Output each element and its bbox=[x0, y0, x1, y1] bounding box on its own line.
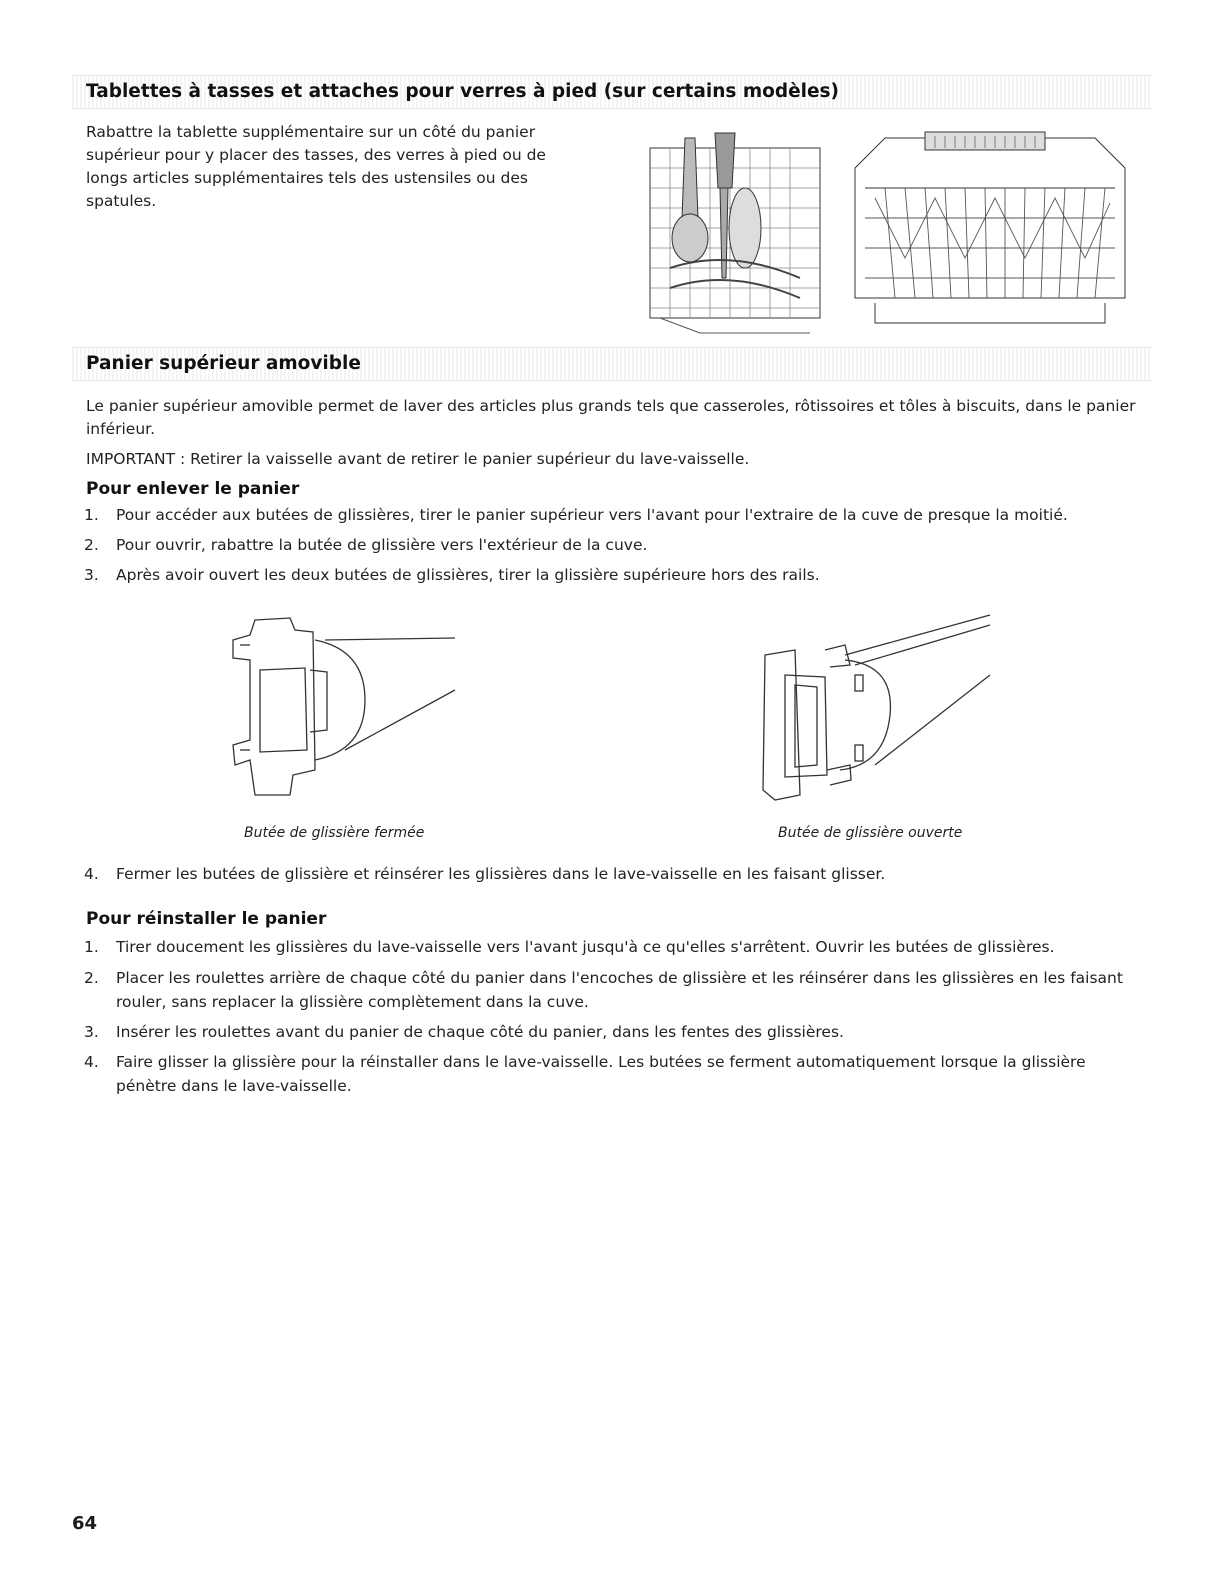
list-item bbox=[84, 966, 1144, 1014]
step-number: 1. bbox=[84, 506, 99, 524]
page-number: 64 bbox=[72, 1513, 98, 1534]
cup-shelf-illustration bbox=[640, 128, 825, 340]
list-item bbox=[84, 1050, 1144, 1098]
list-item bbox=[84, 533, 1144, 557]
list-item bbox=[84, 503, 1144, 527]
list-item bbox=[84, 563, 1144, 587]
step-text: Insérer les roulettes avant du panier de chaque côté du panier, dans les fentes des glissières. bbox=[116, 1023, 844, 1041]
step-text: Pour ouvrir, rabattre la butée de glissière vers l'extérieur de la cuve. bbox=[116, 536, 648, 554]
step-text: Pour accéder aux butées de glissières, tirer le panier supérieur vers l'avant pour l'extraire de la cuve de presque la moitié. bbox=[116, 506, 1068, 524]
upper-rack-illustration bbox=[845, 128, 1135, 328]
removable-rack-intro: Le panier supérieur amovible permet de laver des articles plus grands tels que casseroles, rôtissoires et tôles à biscuits, dans le panier inférieur. bbox=[86, 397, 1136, 438]
rail-stop-open-illustration bbox=[755, 605, 995, 810]
step-number: 3. bbox=[84, 566, 99, 584]
step-number: 2. bbox=[84, 969, 99, 987]
step-text: Tirer doucement les glissières du lave-vaisselle vers l'avant jusqu'à ce qu'elles s'arrêtent. Ouvrir les butées de glissières. bbox=[116, 938, 1055, 956]
remove-rack-heading: Pour enlever le panier bbox=[86, 479, 300, 499]
step-text: Placer les roulettes arrière de chaque côté du panier dans l'encoches de glissière et les réinsérer dans les glissières en les faisant rouler, sans replacer la glissière complètement dans la cuve. bbox=[116, 969, 1123, 1011]
step-number: 4. bbox=[84, 865, 99, 883]
step-text: Après avoir ouvert les deux butées de glissières, tirer la glissière supérieure hors des rails. bbox=[116, 566, 820, 584]
step-number: 4. bbox=[84, 1053, 99, 1071]
list-item bbox=[84, 862, 1144, 886]
list-item bbox=[84, 935, 1144, 959]
step-text: Fermer les butées de glissière et réinsérer les glissières dans le lave-vaisselle en les faisant glisser. bbox=[116, 865, 886, 883]
reinstall-rack-heading: Pour réinstaller le panier bbox=[86, 909, 327, 929]
caption-open: Butée de glissière ouverte bbox=[778, 825, 963, 841]
list-item bbox=[84, 1020, 1144, 1044]
cup-shelf-description: Rabattre la tablette supplémentaire sur un côté du panier supérieur pour y placer des tasses, des verres à pied ou de longs articles supplémentaires tels des ustensiles ou des spatules. bbox=[86, 123, 546, 210]
section-title-removable-rack: Panier supérieur amovible bbox=[86, 353, 361, 374]
step-number: 2. bbox=[84, 536, 99, 554]
step-text: Faire glisser la glissière pour la réinstaller dans le lave-vaisselle. Les butées se ferment automatiquement lorsque la glissière pénètre dans le lave-vaisselle. bbox=[116, 1053, 1086, 1095]
rail-stop-closed-illustration bbox=[215, 610, 465, 805]
section-title-cup-shelves: Tablettes à tasses et attaches pour verres à pied (sur certains modèles) bbox=[86, 81, 839, 102]
step-number: 3. bbox=[84, 1023, 99, 1041]
section-heading-band bbox=[72, 347, 1152, 381]
step-number: 1. bbox=[84, 938, 99, 956]
important-note: IMPORTANT : Retirer la vaisselle avant de retirer le panier supérieur du lave-vaisselle. bbox=[86, 450, 750, 468]
section-heading-band bbox=[72, 75, 1152, 109]
caption-closed: Butée de glissière fermée bbox=[244, 825, 425, 841]
